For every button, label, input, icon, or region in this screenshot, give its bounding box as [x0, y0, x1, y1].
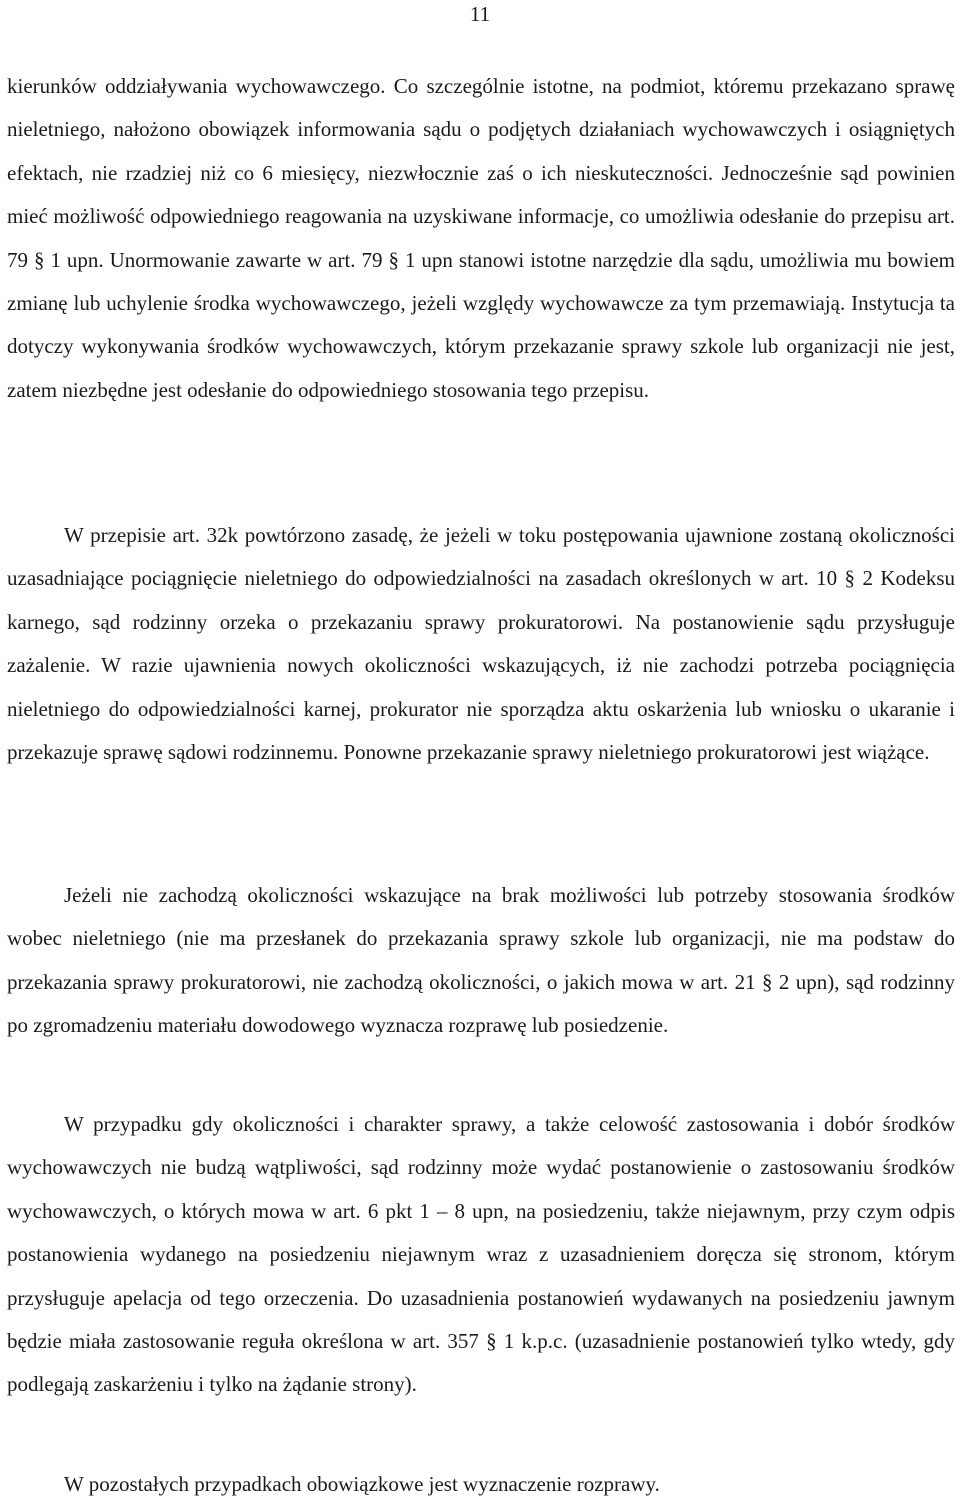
paragraph-1: kierunków oddziaływania wychowawczego. Co szczególnie istotne, na podmiot, któremu przekazano sprawę nieletniego, nałożono obowiązek informowania sądu o podjętych działaniach wychowawczych i osiągniętych efektach, nie rzadziej niż co 6 miesięcy, niezwłocznie zaś o ich nieskuteczności. Jednocześnie sąd powinien mieć możliwość odpowiedniego reagowania na uzyskiwane informacje, co umożliwia odesłanie do przepisu art. 79 § 1 upn. Unormowanie zawarte w art. 79 § 1 upn stanowi istotne narzędzie dla sądu, umożliwia mu bowiem zmianę lub uchylenie środka wychowawczego, jeżeli względy wychowawcze za tym przemawiają. Instytucja ta dotyczy wykonywania środków wychowawczych, którym przekazanie sprawy szkole lub organizacji nie jest, zatem niezbędne jest odesłanie do odpowiedniego stosowania tego przepisu.: [7, 74, 955, 402]
paragraph-4: W przypadku gdy okoliczności i charakter sprawy, a także celowość zastosowania i dobór środków wychowawczych nie budzą wątpliwości, sąd rodzinny może wydać postanowienie o zastosowaniu środków wychowawczych, o których mowa w art. 6 pkt 1 – 8 upn, na posiedzeniu, także niejawnym, przy czym odpis postanowienia wydanego na posiedzeniu niejawnym wraz z uzasadnieniem doręcza się stronom, którym przysługuje apelacja od tego orzeczenia. Do uzasadnienia postanowień wydawanych na posiedzeniu jawnym będzie miała zastosowanie reguła określona w art. 357 § 1 k.p.c. (uzasadnienie postanowień tylko wtedy, gdy podlegają zaskarżeniu i tylko na żądanie strony).: [7, 1112, 955, 1397]
paragraph-3: Jeżeli nie zachodzą okoliczności wskazujące na brak możliwości lub potrzeby stosowania środków wobec nieletniego (nie ma przesłanek do przekazania sprawy szkole lub organizacji, nie ma podstaw do przekazania sprawy prokuratorowi, nie zachodzą okoliczności, o jakich mowa w art. 21 § 2 upn), sąd rodzinny po zgromadzeniu materiału dowodowego wyznacza rozprawę lub posiedzenie.: [7, 883, 955, 1038]
page-number: 11: [469, 2, 491, 26]
paragraph-2: W przepisie art. 32k powtórzono zasadę, że jeżeli w toku postępowania ujawnione zostaną okoliczności uzasadniające pociągnięcie nieletniego do odpowiedzialności na zasadach określonych w art. 10 § 2 Kodeksu karnego, sąd rodzinny orzeka o przekazaniu sprawy prokuratorowi. Na postanowienie sądu przysługuje zażalenie. W razie ujawnienia nowych okoliczności wskazujących, iż nie zachodzi potrzeba pociągnięcia nieletniego do odpowiedzialności karnej, prokurator nie sporządza aktu oskarżenia lub wniosku o ukaranie i przekazuje sprawę sądowi rodzinnemu. Ponowne przekazanie sprawy nieletniego prokuratorowi jest wiążące.: [7, 523, 955, 765]
paragraph-5: W pozostałych przypadkach obowiązkowe jest wyznaczenie rozprawy.: [64, 1472, 660, 1496]
